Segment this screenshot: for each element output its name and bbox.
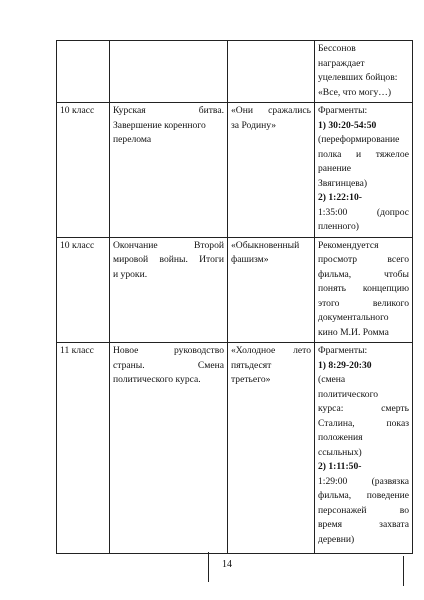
grade-cell: 10 класс xyxy=(57,237,110,343)
text-line: «Холодное лето xyxy=(231,345,311,356)
text-line: этого великого xyxy=(318,297,409,309)
text-line: ссыльных) xyxy=(318,446,362,458)
grade-cell xyxy=(57,41,110,103)
notes-cell xyxy=(315,41,413,103)
text-line: награждает xyxy=(318,57,365,69)
text-line: Фрагменты: xyxy=(318,105,368,116)
text-line: фильма, поведение xyxy=(318,490,409,501)
text-line: Новое руководство xyxy=(113,345,224,356)
text-line: за Родину» xyxy=(231,119,277,131)
margin-divider xyxy=(403,556,404,586)
text-line: мировой войны. Итоги xyxy=(113,254,224,265)
table-row xyxy=(57,343,413,554)
text-line: политического курса. xyxy=(113,374,201,385)
text-line: 1:35:00 (допрос xyxy=(318,206,409,218)
grade-cell: 10 класс xyxy=(57,103,110,238)
notes-cell xyxy=(315,237,413,343)
table-row xyxy=(57,103,413,238)
notes-cell xyxy=(315,103,413,238)
text-line: 2) 1:22:10- xyxy=(318,192,362,203)
text-line: 1) 8:29-20:30 xyxy=(318,359,372,371)
text-line: 1:29:00 (развязка xyxy=(318,475,409,487)
text-line: документального xyxy=(318,312,389,323)
text-line: Бессонов xyxy=(318,43,356,54)
text-line: Звягинцева) xyxy=(318,177,368,189)
grade-cell: 11 класс xyxy=(57,343,110,554)
text-line: пленного) xyxy=(318,221,359,232)
text-line: Курская битва. xyxy=(113,105,224,116)
film-cell xyxy=(228,237,315,343)
text-line: (переформирование xyxy=(318,134,400,145)
text-line: (смена xyxy=(318,374,346,385)
text-line: 1) 30:20-54:50 xyxy=(318,119,377,131)
text-line: Окончание Второй xyxy=(113,239,224,251)
text-line: время захвата xyxy=(318,519,409,530)
text-line: деревни) xyxy=(318,533,355,545)
text-line: и уроки. xyxy=(113,268,148,280)
text-line: понять концепцию xyxy=(318,283,409,294)
text-line: «Все, что могу…) xyxy=(318,86,392,98)
topic-cell xyxy=(110,41,228,103)
text-line: Фрагменты: xyxy=(318,345,368,356)
text-line: «Обыкновенный xyxy=(231,239,300,251)
footer-divider xyxy=(208,552,209,582)
film-cell xyxy=(228,343,315,554)
text-line: «Они сражались xyxy=(231,105,311,116)
text-line: полка и тяжелое xyxy=(318,148,409,160)
text-line: персонажей во xyxy=(318,504,409,516)
lesson-film-table xyxy=(56,40,413,554)
text-line: страны. Смена xyxy=(113,359,224,371)
text-line: ранение xyxy=(318,163,351,174)
text-line: фильма, чтобы xyxy=(318,268,409,280)
text-line: пятьдесят xyxy=(231,359,272,371)
text-line: Рекомендуется xyxy=(318,239,379,251)
text-line: Сталина, показ xyxy=(318,417,409,429)
table-row xyxy=(57,237,413,343)
film-cell xyxy=(228,41,315,103)
topic-cell xyxy=(110,237,228,343)
text-line: перелома xyxy=(113,134,152,145)
text-line: положения xyxy=(318,432,363,443)
topic-cell xyxy=(110,103,228,238)
text-line: политического xyxy=(318,388,379,400)
text-line: фашизм» xyxy=(231,254,269,265)
text-line: 2) 1:11:50- xyxy=(318,461,362,472)
text-line: Завершение коренного xyxy=(113,119,206,131)
notes-cell xyxy=(315,343,413,554)
text-line: уцелевших бойцов: xyxy=(318,72,398,83)
topic-cell xyxy=(110,343,228,554)
text-line: третьего» xyxy=(231,374,271,385)
table-row xyxy=(57,41,413,103)
text-line: курса: смерть xyxy=(318,403,409,414)
text-line: просмотр всего xyxy=(318,254,409,265)
film-cell xyxy=(228,103,315,238)
page-number: 14 xyxy=(222,559,232,570)
text-line: кино М.И. Ромма xyxy=(318,326,389,338)
